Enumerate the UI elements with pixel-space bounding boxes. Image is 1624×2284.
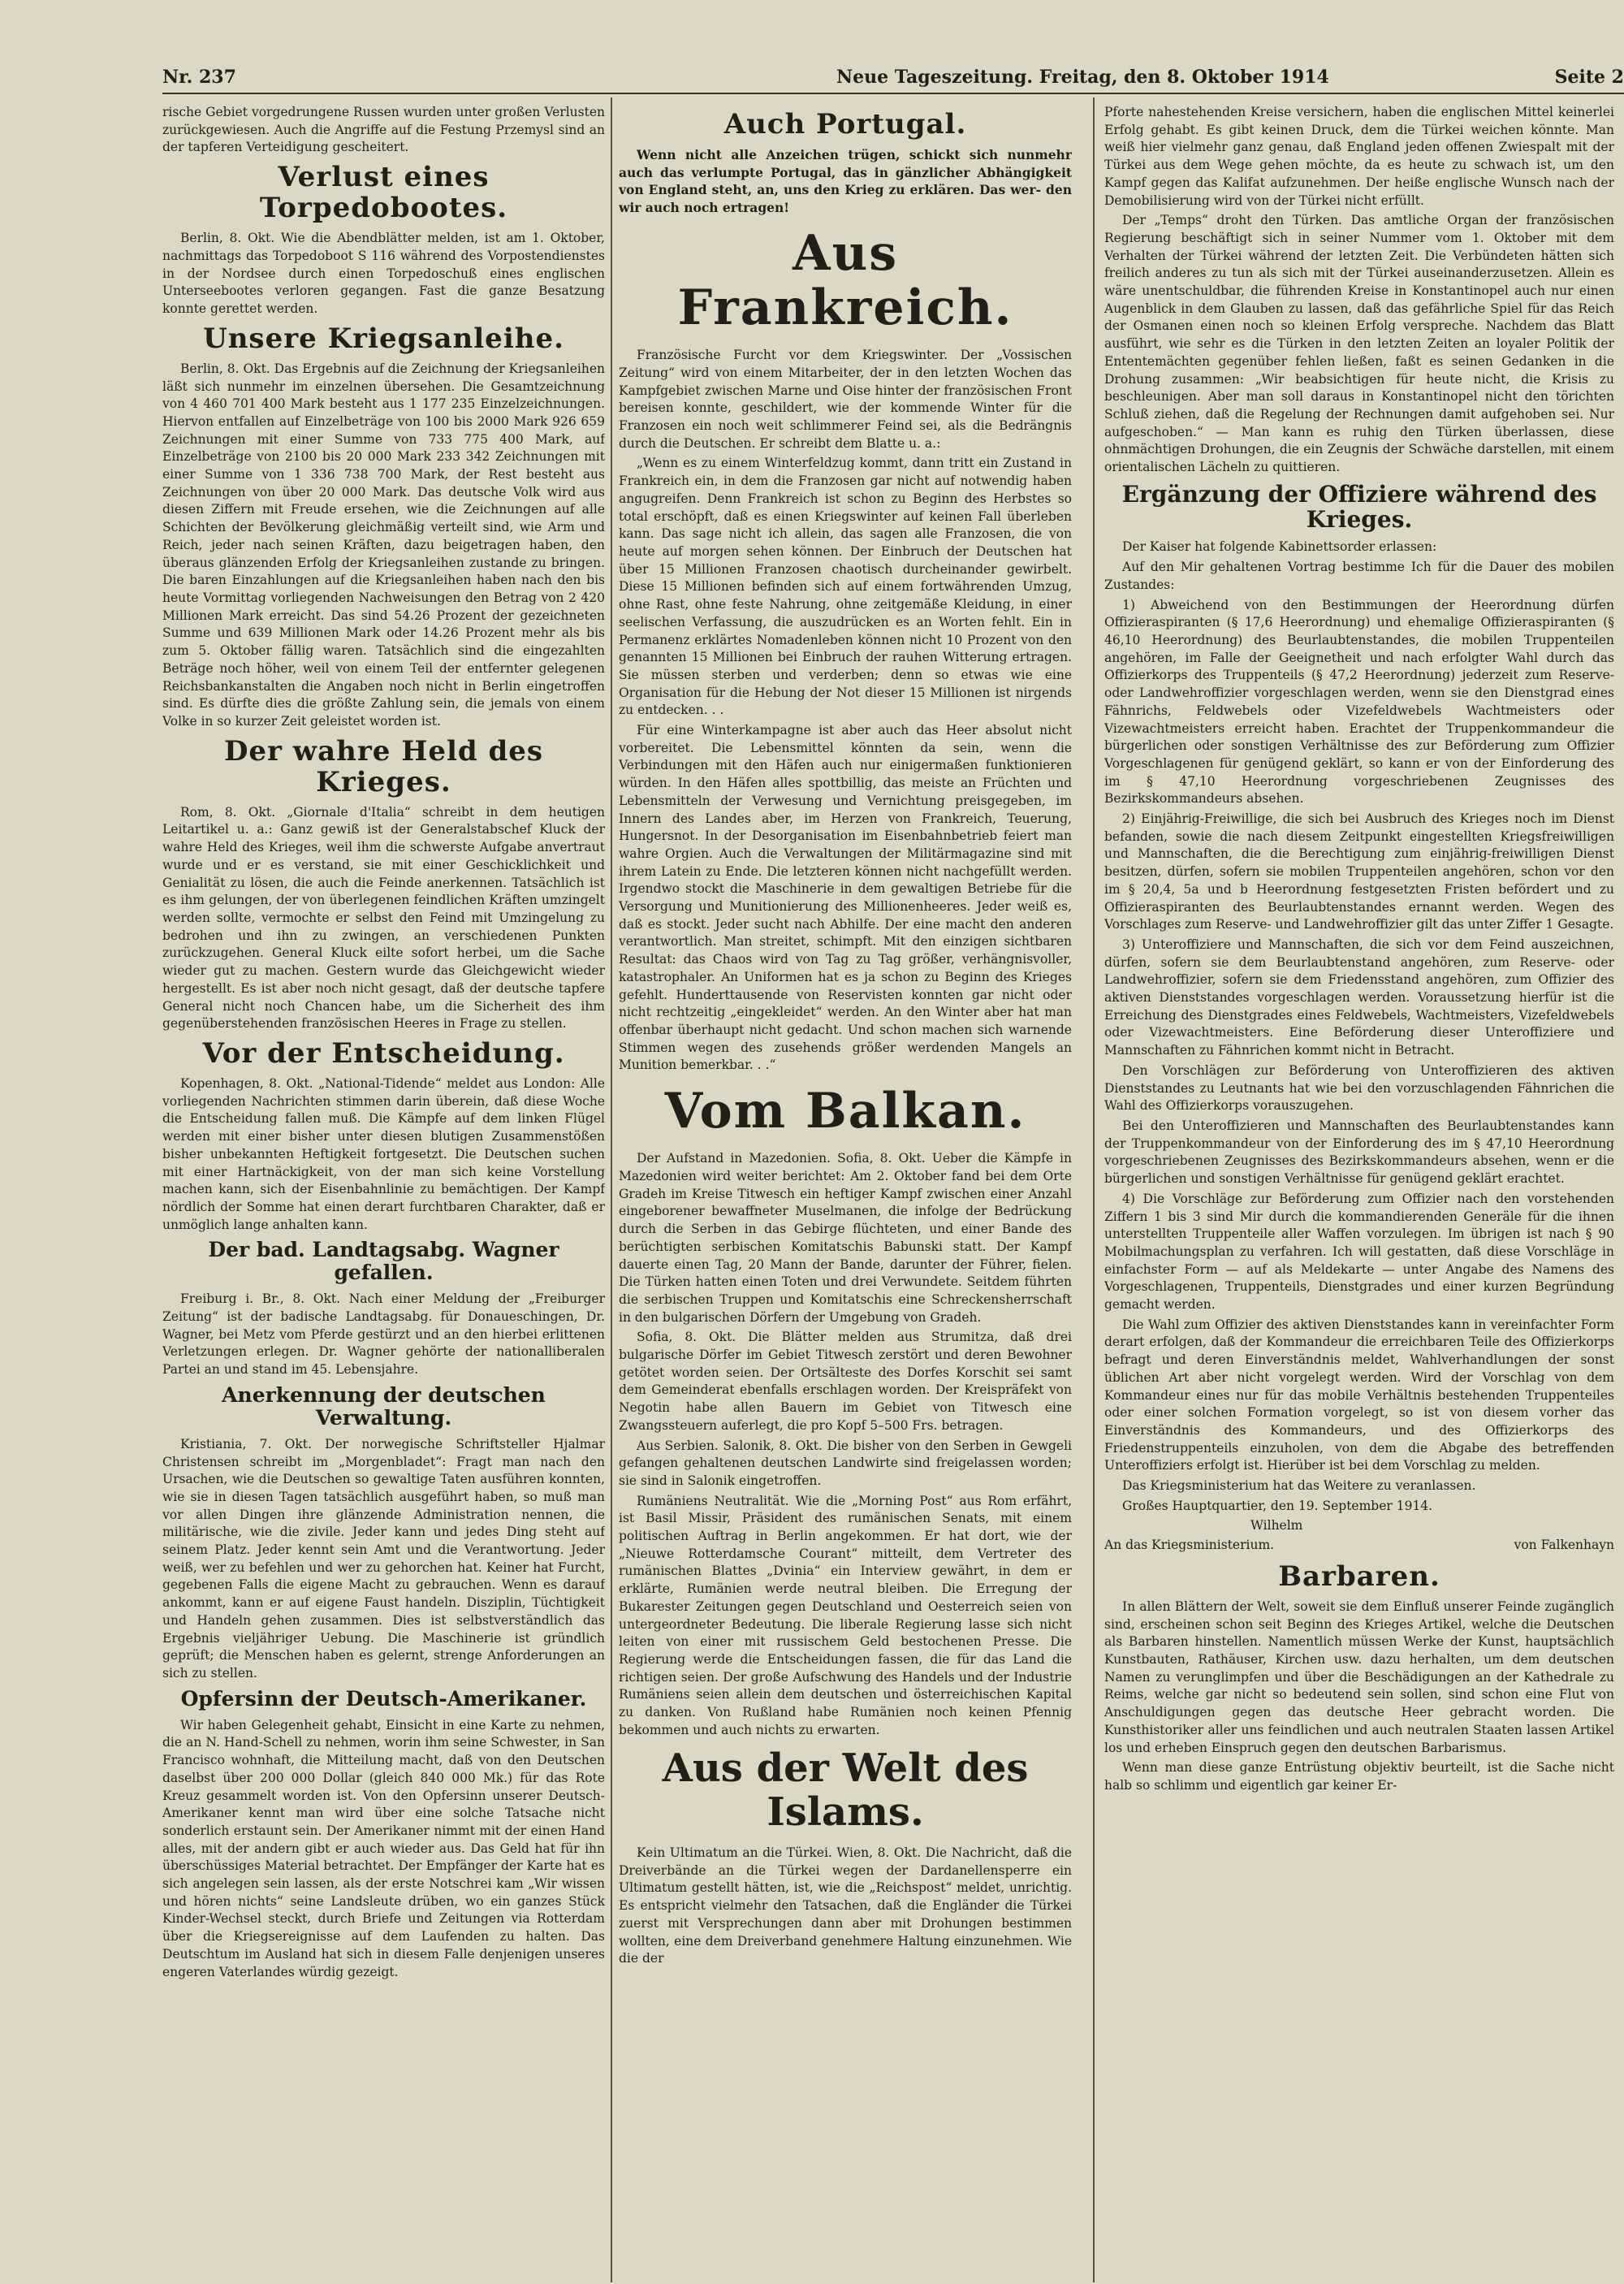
signature-line xyxy=(1104,1537,1614,1555)
signature-recipient: An das Kriegsministerium. xyxy=(1104,1538,1275,1553)
column-3 xyxy=(1104,104,1614,2281)
headline: Ergänzung der Offiziere während des Krieges. xyxy=(1121,480,1597,534)
article-islam xyxy=(619,1747,1072,1967)
headline: Barbaren. xyxy=(1278,1559,1440,1593)
headline: Opfersinn der Deutsch-Amerikaner. xyxy=(180,1686,587,1711)
article-body: Großes Hauptquartier, den 19. September 1914. xyxy=(1122,1498,1433,1513)
headline: Verlust eines Torpedobootes. xyxy=(259,161,508,225)
article-body: Aus Serbien. Salonik, 8. Okt. Die bisher von den Serben in Gewgeli gefangen gehaltenen deutschen Landwirte sind freigelassen worden; sie sind in Salonik eingetroffen. xyxy=(619,1438,1072,1488)
article-frankreich xyxy=(619,224,1072,1075)
headline: Anerkennung der deutschen Verwaltung. xyxy=(222,1382,546,1430)
column-divider xyxy=(611,97,612,2282)
headline: Aus Frankreich. xyxy=(677,224,1013,337)
article-body: Berlin, 8. Okt. Das Ergebnis auf die Zeichnung der Kriegsanleihen läßt sich nunmehr im einzelnen übersehen. Die Gesamtzeichnung von 4 460 701 400 Mark besteht aus 1 177 235 Einzelzeichnungen. Hiervon entfallen auf Einzelbeträge von 100 bis 2000 Mark 926 659 Zeichnungen mit einer Summe von 733 775 400 Mark, auf Einzelbeträge von 2100 bis 20 000 Mark 233 342 Zeichnungen mit einer Summe von 1 336 738 700 Mark, der Rest besteht aus Zeichnungen von über 20 000 Mark. Das deutsche Volk wird aus diesen Ziffern mit Freude ersehen, wie die Zeichnungen auf alle Schichten der Bevölkerung gleichmäßig verteilt sind, wie Arm und Reich, jeder nach seinen Kräften, dazu beigetragen haben, den überaus glänzenden Erfolg der Kriegsanleihen zustande zu bringen. Die baren Einzahlungen auf die Kriegsanleihen haben nach den bis heute Vormittag vorliegenden Nachweisungen den Betrag von 2 420 Millionen Mark erreicht. Das sind 54.26 Prozent der gezeichneten Summe und 639 Millionen Mark oder 14.26 Prozent mehr als bis zum 5. Oktober fällig waren. Tatsächlich sind die eingezahlten Beträge noch höher, weil von einem Teil der entfernter gelegenen Reichsbankanstalten die Angaben noch nicht in Berlin eingetroffen sind. Es dürfte dies die größte Zahlung sein, die jemals von einem Volke in so kurzer Zeit geleistet worden ist. xyxy=(162,361,605,729)
article-body: Der Kaiser hat folgende Kabinettsorder erlassen: xyxy=(1122,539,1437,555)
headline: Vom Balkan. xyxy=(664,1083,1026,1140)
article-body: Wenn man diese ganze Entrüstung objektiv beurteilt, ist die Sache nicht halb so schlimm und eigentlich gar keiner Er- xyxy=(1104,1760,1614,1793)
article-body: Den Vorschlägen zur Beförderung von Unteroffizieren des aktiven Dienststandes zu Leutnants hat wie bei den vorzuschlagenden Fähnrichen die Wahl des Offizierkorps vorauszugehen. xyxy=(1104,1062,1614,1114)
continued-text: Pforte nahestehenden Kreise versichern, haben die englischen Mittel keinerlei Erfolg gehabt. Es gibt keinen Druck, dem die Türkei weichen könnte. Man weiß hier vielmehr ganz genau, daß England jeden offenen Zwiespalt mit der Türkei aus dem Wege gehen möchte, da es heute zu schwach ist, um den Kampf gegen das Kalifat aufzunehmen. Der heiße englische Wunsch nach der Demobilisierung wird von der Türkei nicht erfüllt. xyxy=(1104,105,1614,208)
article-portugal xyxy=(619,109,1072,217)
headline: Der wahre Held des Krieges. xyxy=(223,734,544,798)
article-body: Berlin, 8. Okt. Wie die Abendblätter melden, ist am 1. Oktober, nachmittags das Torpedoboot S 116 während des Vorpostendienstes in der Nordsee durch einen Torpedoschuß eines englischen Unterseebootes verloren gegangen. Fast die ganze Besatzung konnte gerettet werden. xyxy=(162,231,605,317)
page-number: Seite 2 xyxy=(1554,67,1624,88)
article-entscheidung xyxy=(162,1038,605,1234)
article-body: Kristiania, 7. Okt. Der norwegische Schriftsteller Hjalmar Christensen schreibt im „Morgenbladet“: Fragt man nach den Ursachen, wie die Deutschen so gewaltige Taten ausführen konnten, wie sie in diesen Tagen tatsächlich ausgeführt haben, so muß man vor allen Dingen ihre glänzende Administration nennen, die militärische, wie die zivile. Jeder kann und jedes Ding steht auf seinem Platz. Jeder kennt sein Amt und die Verantwortung. Jeder weiß, wer zu befehlen und wer zu gehorchen hat. Keiner hat Furcht, gegebenen Falls die eigene Macht zu gebrauchen. Wenn es darauf ankommt, kann er auf eigene Faust handeln. Disziplin, Tüchtigkeit und Handeln gehen zusammen. Dies ist selbstverständlich das Ergebnis vieljähriger Uebung. Die Maschinerie ist gründlich geprüft; die Menschen haben es gelernt, strenge Anforderungen an sich zu stellen. xyxy=(162,1436,605,1681)
issue-number: Nr. 237 xyxy=(162,67,236,88)
article-body: Für eine Winterkampagne ist aber auch das Heer absolut nicht vorbereitet. Die Lebensmittel könnten da sein, wenn die Verbindungen mit den Häfen auch nur einigermaßen funktionieren würden. In den Häfen alles spottbillig, das meiste an Früchten und Lebensmitteln der Verwesung und Vernichtung preisgegeben, im Innern des Landes aber, im Herzen von Frankreich, Teuerung, Hungersnot. In der Desorganisation im Eisenbahnbetrieb feiert man wahre Orgien. Auch die Verwaltungen der Militärmagazine sind mit ihrem Latein zu Ende. Die letzteren können nicht nachgefüllt werden. Irgendwo stockt die Maschinerie in dem gewaltigen Betriebe für die Versorgung und Munitionierung des Millionenheeres. Jeder weiß es, daß es stockt. Jeder sucht nach Abhilfe. Der eine macht den anderen verantwortlich. Man streitet, schimpft. Mit den einzigen sichtbaren Resultat: das Chaos wird von Tag zu Tag größer, verhängnisvoller, katastrophaler. An Uniformen hat es ja schon zu Beginn des Krieges gefehlt. Hunderttausende von Reservisten konnten gar nicht oder nicht rechtzeitig „eingekleidet“ werden. An den Winter aber hat man offenbar überhaupt nicht gedacht. Und schon machen sich warnende Stimmen wegen des zusehends größer werdenden Mangels an Munition bemerkbar. . .“ xyxy=(619,723,1072,1073)
column-1 xyxy=(162,104,605,2281)
article-barbaren xyxy=(1104,1561,1614,1795)
continued-text: rische Gebiet vorgedrungene Russen wurden unter großen Verlusten zurückgewiesen. Auch die Angriffe auf die Festung Przemysl sind an der tapferen Verteidigung gescheitert. xyxy=(162,105,605,155)
headline: Aus der Welt des Islams. xyxy=(662,1745,1029,1836)
article-body: Kein Ultimatum an die Türkei. Wien, 8. Okt. Die Nachricht, daß die Dreiverbände an die Türkei wegen der Dardanellensperre ein Ultimatum gestellt hätten, ist, wie die „Reichspost“ meldet, unrichtig. Es entspricht vielmehr den Tatsachen, daß die Engländer die Türkei zuerst mit Versprechungen dann aber mit Drohungen bestimmen wollten, eine dem Dreiverband genehmere Haltung einzunehmen. Wie die der xyxy=(619,1845,1072,1966)
article-verwaltung xyxy=(162,1384,605,1683)
article-body: 4) Die Vorschläge zur Beförderung zum Offizier nach den vorstehenden Ziffern 1 bis 3 sind Mir durch die kommandierenden Generäle für die ihnen unterstellten Truppenteile aller Waffen vorzulegen. Im übrigen ist nach § 90 Mobilmachungsplan zu verfahren. Ich will gestatten, daß diese Vorschläge in einfachster Form — auf als Meldekarte — unter Angabe des Namens des Vorgeschlagenen, Truppenteils, Dienstgrades und einer kurzen Begründung gemacht werden. xyxy=(1104,1191,1614,1313)
article-body: „Wenn es zu einem Winterfeldzug kommt, dann tritt ein Zustand in Frankreich ein, in dem die Franzosen gar nicht auf notwendig haben angugreifen. Denn Frankreich ist schon zu Beginn des Herbstes so total erschöpft, daß es einen Kriegswinter auf keinen Fall überleben kann. Das sage nicht ich allein, das sagen alle Franzosen, die von heute auf morgen sehen können. Der Einbruch der Deutschen hat über 15 Millionen Franzosen chaotisch durcheinander gewirbelt. Diese 15 Millionen befinden sich auf einem fortwährenden Umzug, ohne Rast, ohne feste Nahrung, ohne zeitgemäße Kleidung, in einer seelischen Verfassung, die auszudrücken es an Worten fehlt. Ein in Permanenz erklärtes Nomadenleben können nicht 10 Prozent von den genannten 15 Millionen bei Einbruch der rauhen Witterung ertragen. Sie müssen sterben und verderben; denn so etwas wie eine Organisation für die Hebung der Not dieser 15 Millionen ist nirgends zu entdecken. . . xyxy=(619,456,1072,718)
article-body: Freiburg i. Br., 8. Okt. Nach einer Meldung der „Freiburger Zeitung“ ist der badische Landtagsabg. für Donaueschingen, Dr. Wagner, bei Metz vom Pferde gestürzt und an den hierbei erlittenen Verletzungen erlegen. Dr. Wagner gehörte der nationalliberalen Partei an und stand im 45. Lebensjahre. xyxy=(162,1291,605,1378)
article-body: 2) Einjährig-Freiwillige, die sich bei Ausbruch des Krieges noch im Dienst befanden, sowie die nach diesem Zeitpunkt eingestellten Kriegsfreiwilligen und Mannschaften, die die Berechtigung zum einjährig-freiwilligen Dienst besitzen, dürfen, sofern sie mobilen Truppenteilen angehören, schon vor den im § 20,4, 5a und b Heerordnung festgesetzten Fristen befördert und zu Offizieraspiranten des Beurlaubtenstandes ernannt werden. Wegen des Vorschlages zum Reserve- und Landwehroffizier gilt das unter Ziffer 1 Gesagte. xyxy=(1104,811,1614,932)
column-divider xyxy=(1093,97,1095,2282)
article-balkan xyxy=(619,1084,1072,1739)
headline: Auch Portugal. xyxy=(723,108,967,141)
article-body: Rumäniens Neutralität. Wie die „Morning Post“ aus Rom erfährt, ist Basil Missir, Präsident des rumänischen Senats, mit einem politischen Auftrag in Berlin angekommen. Er hat dort, wie der „Nieuwe Rotterdamsche Courant“ mitteilt, dem Vertreter des rumänischen Blattes „Dvinia“ ein Interview gewährt, in dem er erklärte, Rumänien werde neutral bleiben. Die Erregung der Bukarester Zeitungen gegen Deutschland und Oesterreich seien von untergeordneter Bedeutung. Die liberale Regierung lasse sich nicht leiten von einer mit russischem Geld bestochenen Presse. Die Regierung werde die Entscheidungen fassen, die für das Land die richtigen seien. Der große Aufschwung des Handels und der Industrie Rumäniens seien allein dem deutschen und österreichischen Kapital zu danken. Von Rußland habe Rumänien noch keinen Pfennig bekommen und auch nichts zu erwarten. xyxy=(619,1493,1072,1737)
article-body: Der Aufstand in Mazedonien. Sofia, 8. Okt. Ueber die Kämpfe in Mazedonien wird weiter berichtet: Am 2. Oktober fand bei dem Orte Gradeh im Kreise Titwesch ein heftiger Kampf zwischen einer Anzahl eingeborener bewaffneter Muselmanen, die infolge der Bedrückung durch die Serben in das Gebirge flüchteten, und einer Bande des berüchtigten serbischen Komitatschis Babunski statt. Der Kampf dauerte einen Tag, 20 Mann der Bande, darunter der Führer, fielen. Die Türken hatten einen Toten und drei Verwundete. Seitdem führten die serbischen Truppen und Komitatschis eine Schreckensherrschaft in den bulgarischen Dörfern der Umgebung von Gradeh. xyxy=(619,1151,1072,1325)
column-2 xyxy=(619,104,1072,2281)
headline: Der bad. Landtagsabg. Wagner gefallen. xyxy=(208,1238,559,1285)
article-body: Sofia, 8. Okt. Die Blätter melden aus Strumitza, daß drei bulgarische Dörfer im Gebiet Titwesch zerstört und deren Bewohner getötet worden seien. Der Ortsälteste des Dorfes Korschit sei samt dem Gemeinderat ebenfalls erschlagen worden. Der Kreispräfekt von Negotin habe allen Bauern im Gebiet von Titwesch eine Zwangssteuern auferlegt, die pro Kopf 5–500 Frs. betragen. xyxy=(619,1330,1072,1433)
article-body: Rom, 8. Okt. „Giornale d'Italia“ schreibt in dem heutigen Leitartikel u. a.: Ganz gewiß ist der Generalstabschef Kluck der wahre Held des Krieges, weil ihm die schwerste Aufgabe anvertraut wurde und er es verstand, sie mit einer Geschicklichkeit und Genialität zu lösen, die auch die Feinde anerkennen. Tatsächlich ist es ihm gelungen, der von überlegenen feindlichen Kräften umzingelt werden sollte, vermochte er selbst den Feind mit Umzingelung zu bedrohen und ihn zu zwingen, an verschiedenen Punkten zurückzugehen. General Kluck eilte sofort herbei, um die Sache wieder gut zu machen. Gestern wurde das Gleichgewicht wieder hergestellt. Es ist aber noch nicht gesagt, daß der deutsche tapfere General nicht noch Chancen habe, um die Sicherheit des ihm gegenüberstehenden französischen Heeres in Frage zu stellen. xyxy=(162,804,605,1032)
headline: Vor der Entscheidung. xyxy=(202,1036,565,1070)
continued-text: Der „Temps“ droht den Türken. Das amtliche Organ der französischen Regierung beschäftigt sich in seiner Nummer vom 1. Oktober mit dem Verhalten der Türkei während der letzten Zeit. Die Verbündeten hätten sich freilich anderes zu tun als sich mit der Türkei auseinanderzusetzen. Allein es wäre unentschuldbar, die führenden Kreise in Konstantinopel auch nur einen Augenblick in dem Glauben zu lassen, daß das gefährliche Spiel für das Reich der Osmanen einen noch so kleinen Erfolg verspreche. Nachdem das Blatt ausführt, wie sehr es die Türken in den letzten Zeiten an loyaler Politik der Ententemächten gegenüber fehlen ließen, faßt es seinen Gedanken in die Drohung zusammen: „Wir beabsichtigen für heute nicht, die Krisis zu beschleunigen. Aber man soll daraus in Konstantinopel nicht den törichten Schluß ziehen, daß die Regelung der Rechnungen damit aufgehoben sei. Nur aufgeschoben.“ — Man kann es ruhig den Türken überlassen, diese ohnmächtigen Drohungen, die ein Zeugnis der Schwäche darstellen, mit einem orientalischen Lächeln zu quittieren. xyxy=(1104,213,1614,475)
article-torpedoboot xyxy=(162,162,605,318)
article-body: 1) Abweichend von den Bestimmungen der Heerordnung dürfen Offizieraspiranten (§ 17,6 Heerordnung) und ehemalige Offizieraspiranten (§ 46,10 Heerordnung) des Beurlaubtenstandes, die mobilen Truppenteilen angehören, im Falle der Geeignetheit und nach erfolgter Wahl durch das Offizierkorps des Truppenteils (§ 47,2 Heerordnung) jederzeit zum Reserve- oder Landwehroffizier vorgeschlagen werden, wenn sie den Dienstgrad eines Fähnrichs, Feldwebels oder Vizefeldwebels Wachtmeisters oder Vizewachtmeisters erreicht haben. Erachtet der Truppenkommandeur die bürgerlichen oder sonstigen Verhältnisse des zur Beförderung zum Offizier Vorgeschlagenen für genügend geklärt, so kann er von der Einforderung des im § 47,10 Heerordnung vorgeschriebenen Zeugnisses des Bezirkskommandeurs absehen. xyxy=(1104,597,1614,807)
article-kriegsanleihe xyxy=(162,323,605,731)
article-wagner xyxy=(162,1239,605,1379)
article-offiziere xyxy=(1104,482,1614,1555)
article-body: 3) Unteroffiziere und Mannschaften, die sich vor dem Feind auszeichnen, dürfen, sofern sie dem Beurlaubtenstand angehören, zum Reserve- oder Landwehroffizier, sofern sie dem Friedensstand angehören, zum Offizier des aktiven Dienststandes vorgeschlagen werden. Voraussetzung hierfür ist die Erreichung des Dienstgrades eines Feldwebels, Wachtmeisters, Vizefeldwebels oder Vizewachtmeisters. Eine Beförderung dieser Unteroffiziere und Mannschaften zu Fähnrichen kommt nicht in Betracht. xyxy=(1104,937,1614,1058)
article-body: Auf den Mir gehaltenen Vortrag bestimme Ich für die Dauer des mobilen Zustandes: xyxy=(1104,560,1614,592)
page-header xyxy=(162,67,1624,94)
article-body: Französische Furcht vor dem Kriegswinter. Der „Vossischen Zeitung“ wird von einem Mitarbeiter, der in den letzten Wochen das Kampfgebiet zwischen Marne und Oise hinter der französischen Front bereisen konnte, geschildert, wie der kommende Winter für die Franzosen ein noch weit schlimmerer Feind sei, als die Bedrängnis durch die Deutschen. Er schreibt dem Blatte u. a.: xyxy=(619,348,1072,451)
article-body: Wir haben Gelegenheit gehabt, Einsicht in eine Karte zu nehmen, die an N. Hand-Schell zu nehmen, worin ihm seine Schwester, in San Francisco wohnhaft, die Mitteilung macht, daß von den Deutschen daselbst über 200 000 Dollar (gleich 840 000 Mk.) für das Rote Kreuz gesammelt worden ist. Von den Opfersinn unserer Deutsch-Amerikaner kennt man wird über eine solche Tatsache nicht sonderlich erstaunt sein. Der Amerikaner nimmt mit der einen Hand alles, mit der andern gibt er auch wieder aus. Das Geld hat für ihn überschüssiges Material betrachtet. Der Empfänger der Karte hat es sich angelegen sein lassen, als der erste Notschrei kam „Wir wissen und hören nichts“ seine Landsleute drüben, wo ein ganzes Stück Kinder-Wechsel steckt, durch Briefe und Zeitungen via Rotterdam über die Kriegsereignisse auf dem Laufenden zu halten. Das Deutschtum im Ausland hat sich in diesem Falle denjenigen unseres engeren Vaterlandes würdig gezeigt. xyxy=(162,1717,605,1979)
article-body: Wenn nicht alle Anzeichen trügen, schickt sich nunmehr auch das verlumpte Portugal, das in gänzlicher Abhängigkeit von England steht, an, uns den Krieg zu erklären. Das wer- den wir auch noch ertragen! xyxy=(619,147,1072,216)
article-deutsch-amerikaner xyxy=(162,1688,605,1982)
headline: Unsere Kriegsanleihe. xyxy=(203,322,564,355)
article-body: Die Wahl zum Offizier des aktiven Dienststandes kann in vereinfachter Form derart erfolgen, daß der Kommandeur die erreichbaren Teile des Offizierkorps befragt und deren Einverständnis meldet, Wahlverhandlungen der sonst üblichen Art aber nicht vorgelegt werden. Wird der Vorschlag von dem Kommandeur eines nur für das mobile Verhältnis bestehenden Truppenteiles oder einer solchen Formation vorgelegt, so ist von diesem vorher das Einverständnis des Kommandeurs, und des Offizierkorps des Friedenstruppenteils einzuholen, von dem die Abgabe des betreffenden Unteroffiziers erfolgt ist. Hierüber ist bei dem Vorschlag zu melden. xyxy=(1104,1317,1614,1473)
signature-name: von Falkenhayn xyxy=(1514,1538,1614,1553)
article-body: In allen Blättern der Welt, soweit sie dem Einfluß unserer Feinde zugänglich sind, erscheinen schon seit Beginn des Krieges Artikel, welche die Deutschen als Barbaren hinstellen. Namentlich müssen Werke der Kunst, hauptsächlich Kunstbauten, Rathäuser, Kirchen usw. dazu herhalten, um dem deutschen Namen zu verunglimpfen und über die Beschädigungen an der Kathedrale zu Reims, welche gar nicht so bedeutend sein sollen, sind schon eine Flut von Anschuldigungen gegen das deutsche Heer gebracht worden. Die Kunsthistoriker aller uns feindlichen und auch neutralen Staaten lassen Artikel los und erheben Einspruch gegen den deutschen Barbarismus. xyxy=(1104,1598,1614,1755)
article-wahre-held xyxy=(162,736,605,1033)
signature: Wilhelm xyxy=(1250,1518,1303,1533)
article-body: Das Kriegsministerium hat das Weitere zu veranlassen. xyxy=(1122,1478,1476,1494)
article-body: Bei den Unteroffizieren und Mannschaften des Beurlaubtenstandes kann der Truppenkommandeur von der Einforderung des im § 47,10 Heerordnung vorgeschriebenen Zeugnisses des Bezirkskommandeurs absehen, wenn er die bürgerlichen und sonstigen Verhältnisse für genügend geklärt erachtet. xyxy=(1104,1118,1614,1187)
article-body: Kopenhagen, 8. Okt. „National-Tidende“ meldet aus London: Alle vorliegenden Nachrichten stimmen darin überein, daß diese Woche die Entscheidung fallen muß. Die Kämpfe auf dem linken Flügel werden mit einer bisher unter diesen blutigen Zusammenstößen bisher unbekannten Heftigkeit fortgesetzt. Die Deutschen suchen mit einer Hartnäckigkeit, von der man sich keine Vorstellung machen kann, sich der Eisenbahnlinie zu bemächtigen. Der Kampf nördlich der Somme hat einen derart furchtbaren Charakter, daß er unmöglich lange anhalten kann. xyxy=(162,1076,605,1232)
newspaper-title-line: Neue Tageszeitung. Freitag, den 8. Oktober 1914 xyxy=(836,67,1329,88)
